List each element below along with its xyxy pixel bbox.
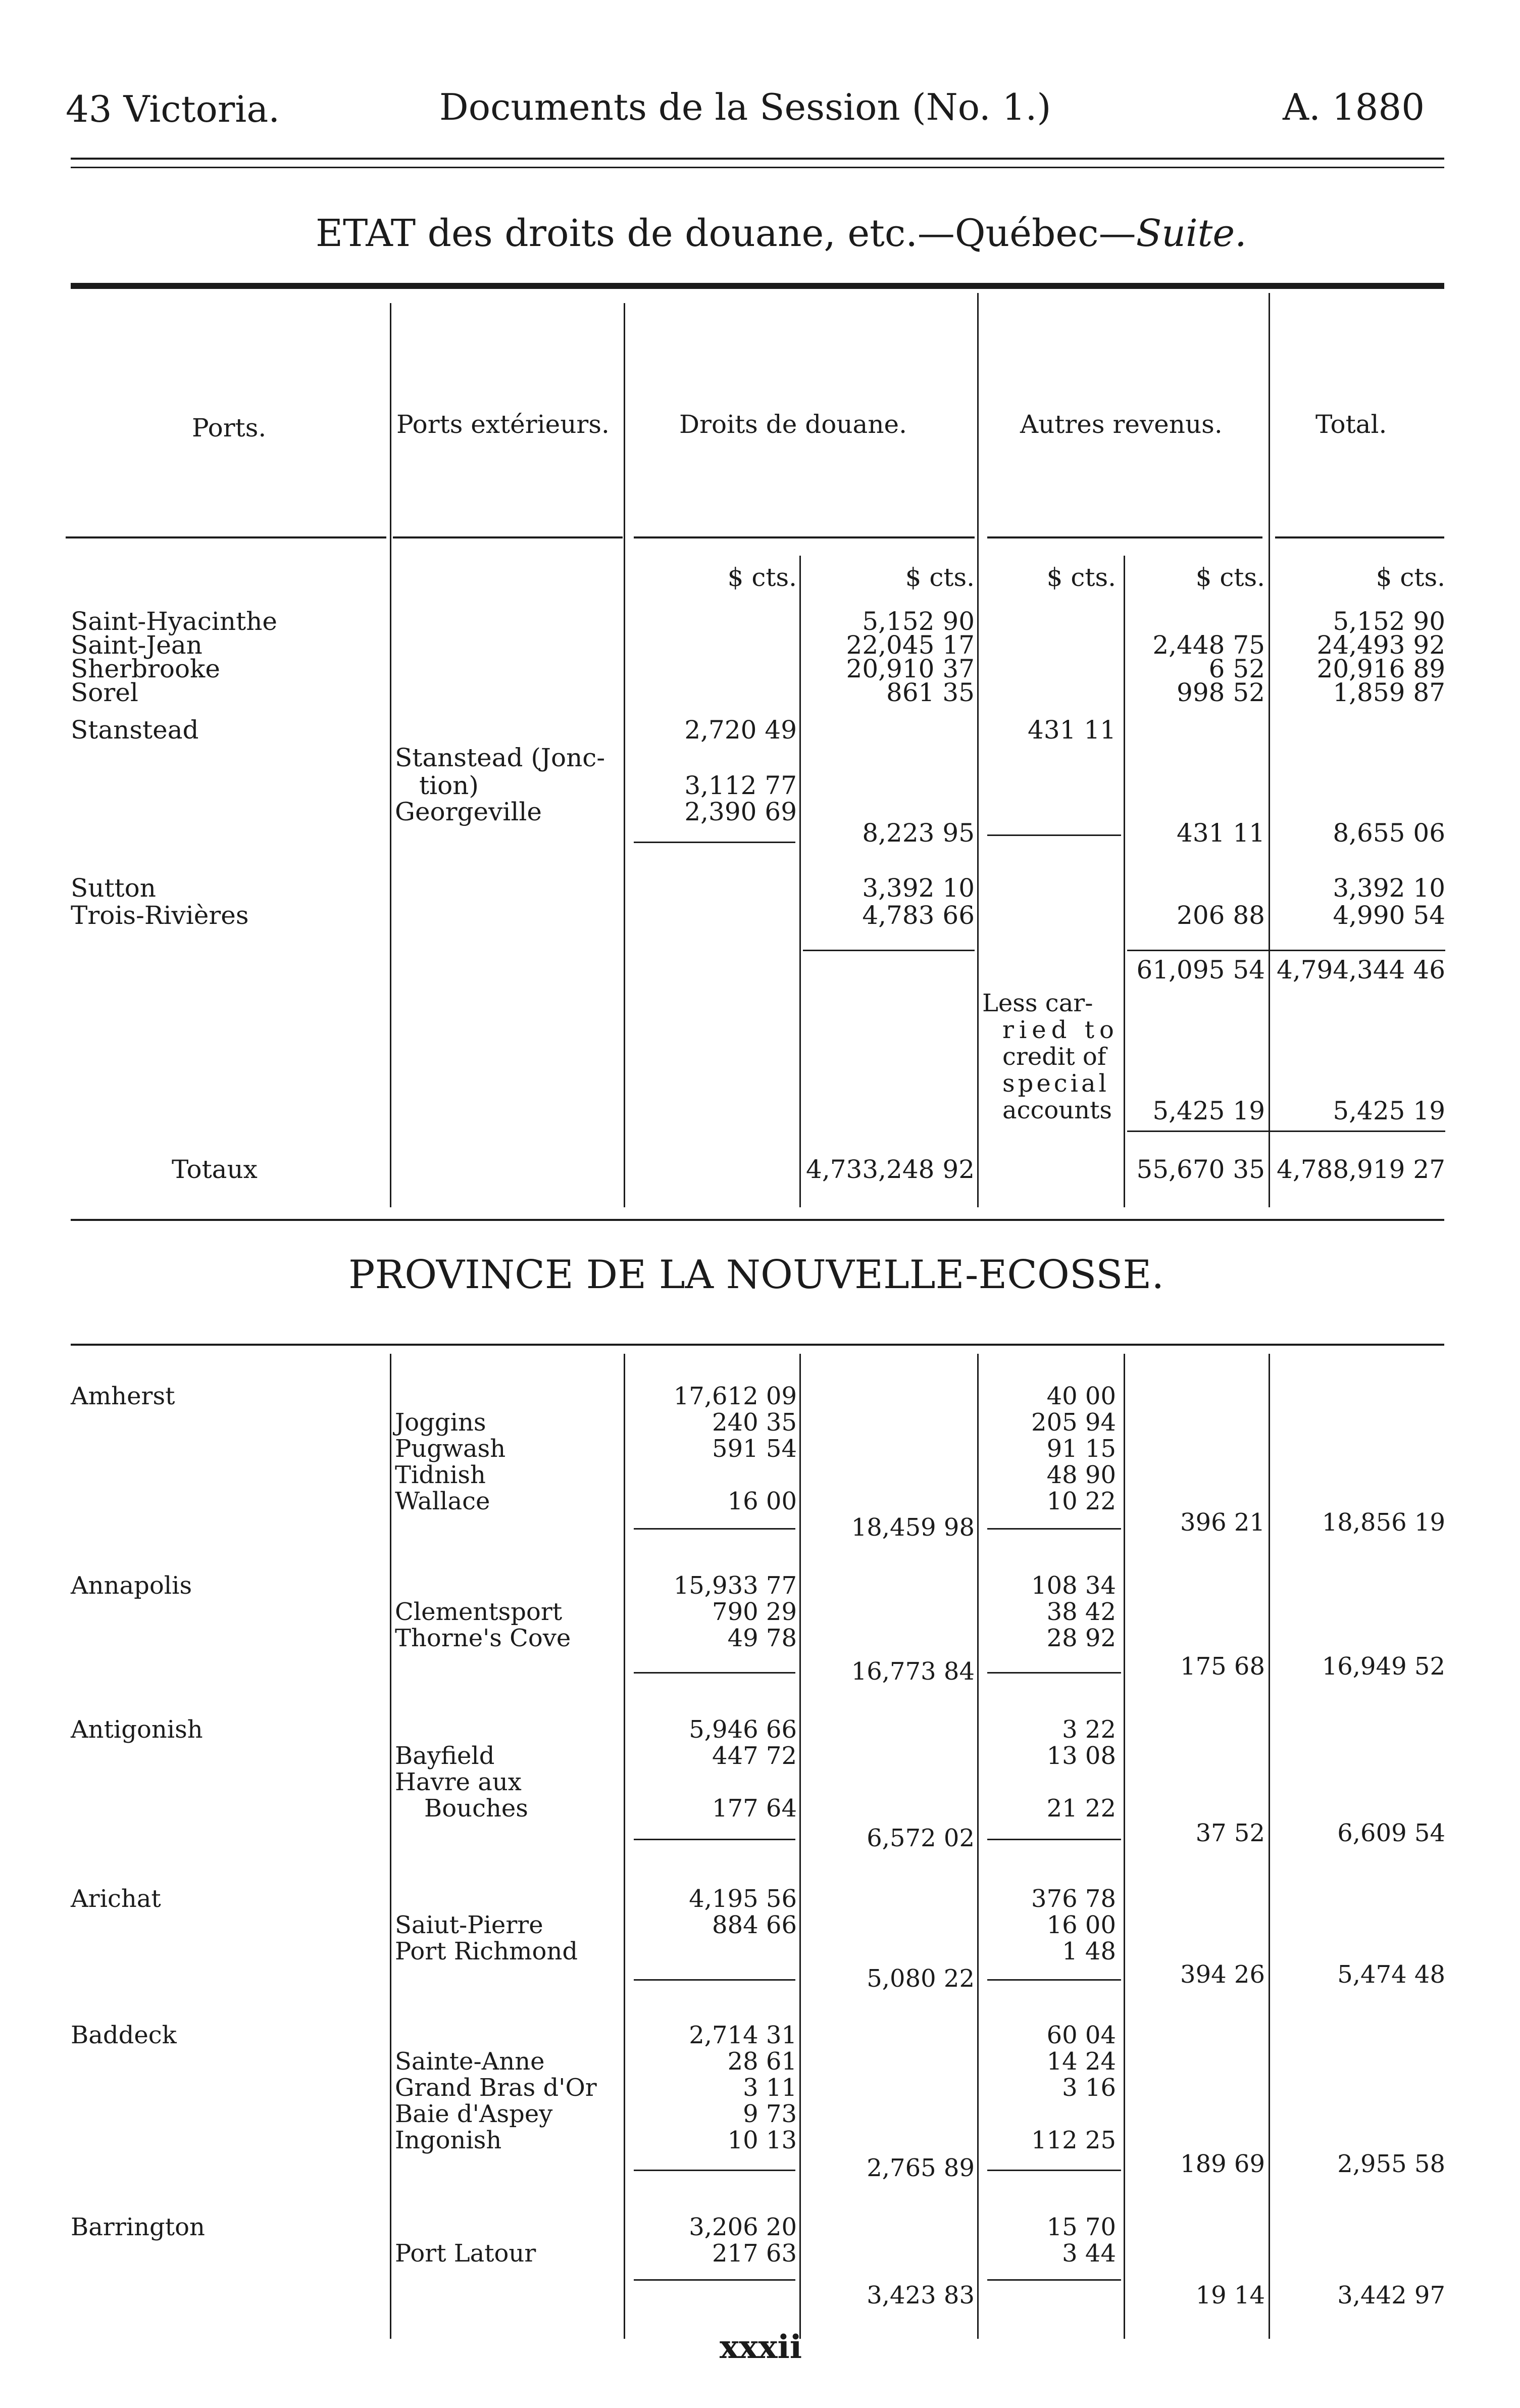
- grand-rule: [1127, 1131, 1445, 1132]
- subtotal-rule: [987, 2279, 1121, 2281]
- autres-value: 14 24: [1046, 2047, 1116, 2076]
- droits-subtotal: 6,572 02: [867, 1824, 975, 1852]
- header-rule-bottom: [71, 167, 1444, 168]
- ext-port-name: Pugwash: [395, 1435, 506, 1463]
- droits-value: 217 63: [712, 2239, 797, 2268]
- port-name: Baddeck: [71, 2021, 177, 2049]
- table-row: [0, 875, 1520, 903]
- table-row: [0, 1744, 1520, 1771]
- droits-subtotal: 5,152 90: [862, 607, 975, 636]
- col-header-droits: Droits de douane.: [679, 410, 907, 439]
- table-row: [0, 1384, 1520, 1411]
- section-end-rule: [71, 1219, 1444, 1221]
- table-row: [0, 1626, 1520, 1653]
- autres-subtotal: 37 52: [1195, 1819, 1265, 1847]
- droits-value: 177 64: [712, 1794, 797, 1823]
- droits-value: 17,612 09: [673, 1382, 797, 1410]
- autres-value: 28 92: [1046, 1624, 1116, 1652]
- ext-port-name: Grand Bras d'Or: [395, 2074, 597, 2102]
- row-total: 3,442 97: [1337, 2281, 1445, 2309]
- table-row: [0, 1463, 1520, 1490]
- less-note-line: Less car-: [982, 989, 1093, 1017]
- row-total: 18,856 19: [1322, 1508, 1445, 1537]
- droits-value: 2,714 31: [689, 2021, 797, 2049]
- droits-value: 3,112 77: [684, 771, 797, 800]
- totals-autres: 55,670 35: [1136, 1155, 1265, 1184]
- province-title: PROVINCE DE LA NOUVELLE-ECOSSE.: [348, 1252, 1164, 1298]
- table-row: [0, 1819, 1520, 1853]
- row-total: 20,916 89: [1316, 654, 1445, 683]
- table-row: [0, 656, 1520, 683]
- autres-subtotal: 5,425 19: [1152, 1096, 1265, 1125]
- totals-row: [0, 1157, 1520, 1184]
- grand-rule: [803, 950, 975, 951]
- table-row: [0, 1600, 1520, 1627]
- port-name: Annapolis: [71, 1571, 192, 1600]
- droits-subtotal: 5,080 22: [867, 1964, 975, 1993]
- autres-value: 3 16: [1062, 2074, 1116, 2102]
- table-row: [0, 2150, 1520, 2183]
- table-row: [0, 2128, 1520, 2155]
- subtotal-rule: [634, 2279, 795, 2281]
- autres-subtotal: 61,095 54: [1136, 955, 1265, 985]
- autres-value: 3 44: [1062, 2239, 1116, 2268]
- port-name: Stanstead: [71, 715, 199, 745]
- autres-subtotal: 394 26: [1180, 1960, 1265, 1989]
- table-row: [0, 1960, 1520, 1994]
- autres-value: 3 22: [1062, 1715, 1116, 1744]
- col-header-autres: Autres revenus.: [1020, 410, 1223, 439]
- autres-value: 13 08: [1046, 1742, 1116, 1770]
- autres-value: 205 94: [1031, 1408, 1116, 1437]
- table-title-lead: ETAT: [316, 212, 416, 255]
- droits-subtotal: 16,773 84: [851, 1657, 975, 1686]
- ext-port-name: Bouches: [424, 1794, 528, 1823]
- header-sep-droits: [634, 536, 975, 538]
- table-row: [0, 1939, 1520, 1967]
- port-name: Sorel: [71, 678, 138, 707]
- table-row: [0, 903, 1520, 930]
- droits-subtotal: 2,765 89: [867, 2154, 975, 2182]
- col-header-ext: Ports extérieurs.: [396, 410, 610, 439]
- unit-label: $ cts.: [1046, 563, 1116, 592]
- row-total: 5,474 48: [1337, 1960, 1445, 1989]
- row-total: 3,392 10: [1333, 873, 1445, 903]
- port-name: Sherbrooke: [71, 654, 220, 683]
- autres-value: 10 22: [1046, 1487, 1116, 1515]
- header-sep-total: [1275, 536, 1444, 538]
- port-name: Sutton: [71, 873, 156, 903]
- table-row: [0, 2049, 1520, 2077]
- header-rule-top: [71, 158, 1444, 160]
- table-row: [0, 1770, 1520, 1797]
- table-row: [0, 609, 1520, 636]
- table-row: [0, 2241, 1520, 2269]
- ext-port-name: Joggins: [395, 1408, 486, 1437]
- ext-port-name: Stanstead (Jonc-: [395, 743, 605, 772]
- autres-value: 38 42: [1046, 1598, 1116, 1626]
- row-total: 2,955 58: [1337, 2150, 1445, 2178]
- totals-total: 4,788,919 27: [1277, 1155, 1445, 1184]
- port-name: Saint-Jean: [71, 630, 202, 660]
- ext-port-name: Georgeville: [395, 797, 542, 826]
- port-name: Arichat: [71, 1885, 161, 1913]
- droits-value: 2,390 69: [684, 797, 797, 826]
- title-rule-thick: [71, 283, 1444, 289]
- row-total: 24,493 92: [1316, 630, 1445, 660]
- autres-value: 40 00: [1046, 1382, 1116, 1410]
- unit-label: $ cts.: [727, 563, 797, 592]
- table-row: [0, 745, 1520, 772]
- droits-value: 10 13: [727, 2126, 797, 2154]
- table-row: [0, 717, 1520, 745]
- autres-subtotal: 998 52: [1177, 678, 1265, 707]
- ext-port-name: Bayfield: [395, 1742, 495, 1770]
- autres-value: 15 70: [1046, 2213, 1116, 2241]
- grand-rule: [1127, 950, 1445, 951]
- port-name: Antigonish: [71, 1715, 203, 1744]
- droits-value: 9 73: [743, 2100, 797, 2128]
- droits-value: 28 61: [727, 2047, 797, 2076]
- droits-subtotal: 861 35: [886, 678, 975, 707]
- autres-subtotal: 19 14: [1195, 2281, 1265, 2309]
- col-header-ports: Ports.: [192, 413, 267, 443]
- col-header-total: Total.: [1315, 410, 1387, 439]
- table-row: [0, 1437, 1520, 1464]
- table-row: [0, 1571, 1520, 1601]
- autres-value: 91 15: [1046, 1435, 1116, 1463]
- autres-subtotal: 175 68: [1180, 1652, 1265, 1681]
- table-row: [0, 1098, 1520, 1125]
- table-row: [0, 680, 1520, 707]
- table-row: [0, 2283, 1520, 2311]
- autres-subtotal: 189 69: [1180, 2150, 1265, 2178]
- table-title-italic: Suite.: [1136, 212, 1247, 255]
- table-row: [0, 2215, 1520, 2242]
- droits-value: 5,946 66: [689, 1715, 797, 1744]
- autres-value: 21 22: [1046, 1794, 1116, 1823]
- header-center: Documents de la Session (No. 1.): [439, 86, 1051, 128]
- table-row: [0, 1410, 1520, 1438]
- autres-value: 16 00: [1046, 1911, 1116, 1939]
- droits-subtotal: 4,783 66: [862, 901, 975, 930]
- port-name: Barrington: [71, 2213, 205, 2241]
- droits-value: 447 72: [712, 1742, 797, 1770]
- totals-label: Totaux: [172, 1155, 258, 1184]
- header-sep-autres: [987, 536, 1262, 538]
- autres-value: 431 11: [1028, 715, 1116, 745]
- droits-value: 4,195 56: [689, 1885, 797, 1913]
- droits-value: 591 54: [712, 1435, 797, 1463]
- table-row: [0, 1489, 1520, 1516]
- autres-subtotal: 396 21: [1180, 1508, 1265, 1537]
- droits-value: 240 35: [712, 1408, 797, 1437]
- droits-subtotal: 8,223 95: [862, 818, 975, 848]
- less-note-line: ried to: [1002, 1016, 1119, 1044]
- autres-value: 1 48: [1062, 1937, 1116, 1965]
- province-rule: [71, 1344, 1444, 1346]
- ext-port-name: tion): [419, 771, 479, 800]
- port-name: Trois-Rivières: [71, 901, 249, 930]
- autres-value: 60 04: [1046, 2021, 1116, 2049]
- table-row: [0, 1652, 1520, 1687]
- header-left: 43 Victoria.: [66, 88, 280, 130]
- row-total: 4,794,344 46: [1277, 955, 1445, 985]
- table-row: [0, 2102, 1520, 2129]
- droits-value: 790 29: [712, 1598, 797, 1626]
- page-number: xxxii: [720, 2328, 802, 2366]
- droits-subtotal: 3,423 83: [867, 2281, 975, 2309]
- ext-port-name: Port Richmond: [395, 1937, 578, 1965]
- table-row: [0, 1913, 1520, 1940]
- table-title: [316, 212, 1247, 255]
- table-row: [0, 2076, 1520, 2103]
- table-row: [0, 632, 1520, 660]
- droits-value: 49 78: [727, 1624, 797, 1652]
- ext-port-name: Tidnish: [395, 1461, 486, 1489]
- row-total: 6,609 54: [1337, 1819, 1445, 1847]
- unit-label: $ cts.: [905, 563, 975, 592]
- table-title-main: des droits de douane, etc.—Québec—: [416, 212, 1136, 255]
- ext-port-name: Ingonish: [395, 2126, 502, 2154]
- ext-port-name: Clementsport: [395, 1598, 563, 1626]
- totals-droits: 4,733,248 92: [806, 1155, 975, 1184]
- ext-port-name: Saiut-Pierre: [395, 1911, 543, 1939]
- droits-value: 15,933 77: [673, 1571, 797, 1600]
- droits-value: 3,206 20: [689, 2213, 797, 2241]
- droits-value: 16 00: [727, 1487, 797, 1515]
- row-total: 16,949 52: [1322, 1652, 1445, 1681]
- less-note-line: accounts: [1002, 1096, 1112, 1124]
- droits-subtotal: 20,910 37: [846, 654, 975, 683]
- droits-value: 2,720 49: [684, 715, 797, 745]
- autres-subtotal: 6 52: [1208, 654, 1265, 683]
- autres-subtotal: 2,448 75: [1152, 630, 1265, 660]
- row-total: 5,425 19: [1333, 1096, 1445, 1125]
- droits-subtotal: 18,459 98: [851, 1513, 975, 1542]
- header-sep-ext: [393, 536, 623, 538]
- table-row: [0, 2023, 1520, 2050]
- ext-port-name: Sainte-Anne: [395, 2047, 545, 2076]
- droits-subtotal: 3,392 10: [862, 873, 975, 903]
- autres-value: 48 90: [1046, 1461, 1116, 1489]
- ext-port-name: Wallace: [395, 1487, 490, 1515]
- autres-value: 376 78: [1031, 1885, 1116, 1913]
- droits-value: 3 11: [743, 2074, 797, 2102]
- table-row: [0, 773, 1520, 800]
- header-sep-ports: [66, 536, 386, 538]
- table-row: [0, 1717, 1520, 1745]
- port-name: Saint-Hyacinthe: [71, 607, 277, 636]
- table-row: [0, 820, 1520, 848]
- autres-value: 112 25: [1031, 2126, 1116, 2154]
- autres-subtotal: 206 88: [1177, 901, 1265, 930]
- table-row: [0, 1796, 1520, 1824]
- autres-subtotal: 431 11: [1177, 818, 1265, 848]
- ext-port-name: Havre aux: [395, 1768, 522, 1796]
- row-total: 8,655 06: [1333, 818, 1445, 848]
- ext-port-name: Thorne's Cove: [395, 1624, 571, 1652]
- autres-value: 108 34: [1031, 1571, 1116, 1600]
- header-right: A. 1880: [1283, 86, 1425, 128]
- table-row: [0, 957, 1520, 985]
- row-total: 1,859 87: [1333, 678, 1445, 707]
- droits-subtotal: 22,045 17: [846, 630, 975, 660]
- port-name: Amherst: [71, 1382, 175, 1410]
- row-total: 4,990 54: [1333, 901, 1445, 930]
- less-note-line: special: [1002, 1069, 1109, 1098]
- row-total: 5,152 90: [1333, 607, 1445, 636]
- droits-value: 884 66: [712, 1911, 797, 1939]
- less-note-line: credit of: [1002, 1043, 1106, 1071]
- unit-label: $ cts.: [1195, 563, 1265, 592]
- ext-port-name: Baie d'Aspey: [395, 2100, 553, 2128]
- table-row: [0, 1887, 1520, 1914]
- unit-label: $ cts.: [1376, 563, 1445, 592]
- table-row: [0, 1508, 1520, 1543]
- ext-port-name: Port Latour: [395, 2239, 536, 2268]
